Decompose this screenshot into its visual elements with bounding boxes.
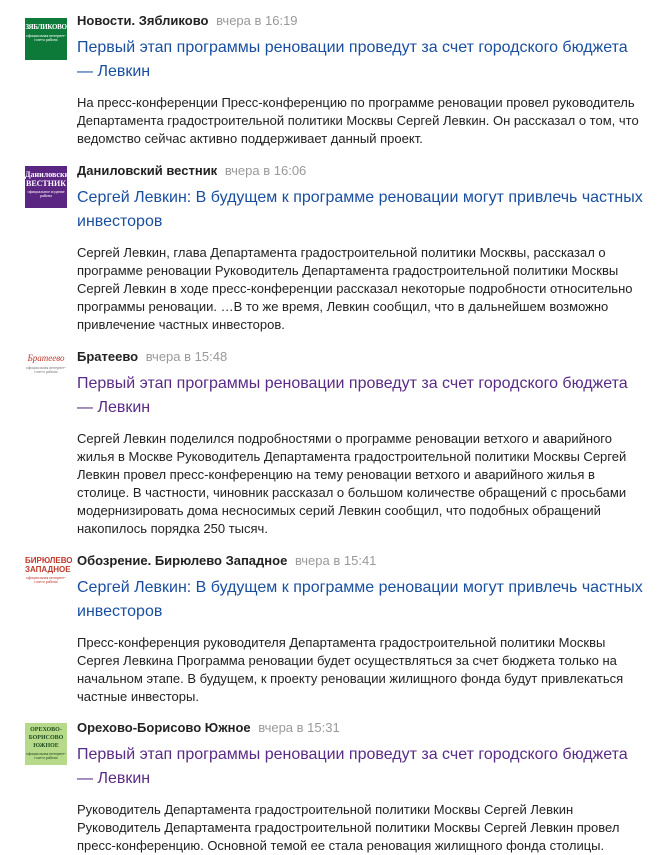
source-name[interactable]: Даниловский вестник <box>77 163 218 178</box>
publish-time: вчера в 16:06 <box>224 163 307 178</box>
news-snippet: Сергей Левкин поделился подробностями о программе реновации ветхого и аварийного жилья в Москве Руководитель Департамента градостроительной политики Москвы Сергей Левкин провел пресс-конференцию на тему реновации ветхого и аварийного жилья в столице. В частности, чиновник рассказал о большом количестве обращений с просьбами модернизировать дома несносимых серий Левкин сообщил, что подобных обращений накопилось порядка 250 тысяч. <box>77 431 627 536</box>
source-logo[interactable] <box>25 723 67 765</box>
logo-text: ЗЯБЛИКОВО <box>25 23 67 31</box>
news-title-link[interactable]: Первый этап программы реновации проведут за счет городского бюджета — Левкин <box>77 375 628 416</box>
logo-text: Братеево <box>27 353 65 363</box>
source-name[interactable]: Обозрение. Бирюлево Западное <box>77 553 288 568</box>
source-logo[interactable] <box>25 18 67 60</box>
logo-subtext: официальная интернет-газета района <box>25 575 67 584</box>
news-snippet: Руководитель Департамента градостроительной политики Москвы Сергей Левкин Руководитель Департамента градостроительной политики Москвы Сергей Левкин провел пресс-конференцию. Основной темой ее стала реновация жилищного фонда столицы. <box>77 802 620 853</box>
news-meta <box>77 162 647 180</box>
news-snippet: Пресс-конференция руководителя Департамента градостроительной политики Москвы Сергея Левкина Программа реновации будет осуществляться за счет бюджета только на начальном этапе. В будущем, к проекту реновации жилищного фонда будут привлекаться частные инвесторы. <box>77 635 624 704</box>
source-name[interactable]: Новости. Зябликово <box>77 13 209 28</box>
news-title-link[interactable]: Сергей Левкин: В будущем к программе реновации могут привлечь частных инвесторов <box>77 579 643 620</box>
source-name[interactable]: Орехово-Борисово Южное <box>77 720 251 735</box>
publish-time: вчера в 15:31 <box>258 720 340 735</box>
news-title-link[interactable]: Сергей Левкин: В будущем к программе реновации могут привлечь частных инвесторов <box>77 189 643 230</box>
logo-subtext: официальная интернет-газета района <box>25 365 67 374</box>
publish-time: вчера в 15:41 <box>294 553 377 568</box>
publish-time: вчера в 16:19 <box>216 13 298 28</box>
source-logo[interactable] <box>25 554 73 596</box>
news-title-link[interactable]: Первый этап программы реновации проведут за счет городского бюджета — Левкин <box>77 746 628 787</box>
news-title-link[interactable]: Первый этап программы реновации проведут за счет городского бюджета — Левкин <box>77 39 628 80</box>
news-snippet: На пресс-конференции Пресс-конференцию по программе реновации провел руководитель Департамента градостроительной политики Москвы Сергей Левкин. Он рассказал о том, что ведомство сейчас активно поддерживает данный проект. <box>77 95 639 146</box>
news-content <box>77 719 647 855</box>
news-snippet: Сергей Левкин, глава Департамента градостроительной политики Москвы, рассказал о программе реновации Руководитель Департамента градостроительной политики Москвы Сергей Левкин в ходе пресс-конференции рассказал некоторые подробности относительно программы реновации. …В то же время, Левкин сообщил, что в дальнейшем возможно привлечение частных инвесторов. <box>77 245 633 332</box>
news-meta <box>77 12 647 30</box>
news-content <box>77 12 647 148</box>
news-meta <box>77 719 647 737</box>
source-logo[interactable] <box>25 166 74 208</box>
logo-subtext: официальное издание района <box>27 189 65 198</box>
news-content <box>77 348 647 538</box>
logo-text: ОРЕХОВО-БОРИСОВО ЮЖНОЕ <box>28 727 64 749</box>
logo-subtext: официальная интернет-газета района <box>25 33 67 42</box>
news-meta <box>77 348 647 366</box>
source-logo[interactable] <box>25 350 67 392</box>
logo-subtext: официальная интернет-газета района <box>25 751 67 760</box>
source-name[interactable]: Братеево <box>77 349 139 364</box>
news-meta <box>77 552 647 570</box>
logo-text: БИРЮЛЕВО ЗАПАДНОЕ <box>25 556 73 574</box>
news-content <box>77 162 647 334</box>
publish-time: вчера в 15:48 <box>145 349 228 364</box>
logo-text: Даниловский ВЕСТНИК <box>25 170 74 188</box>
news-content <box>77 552 647 706</box>
